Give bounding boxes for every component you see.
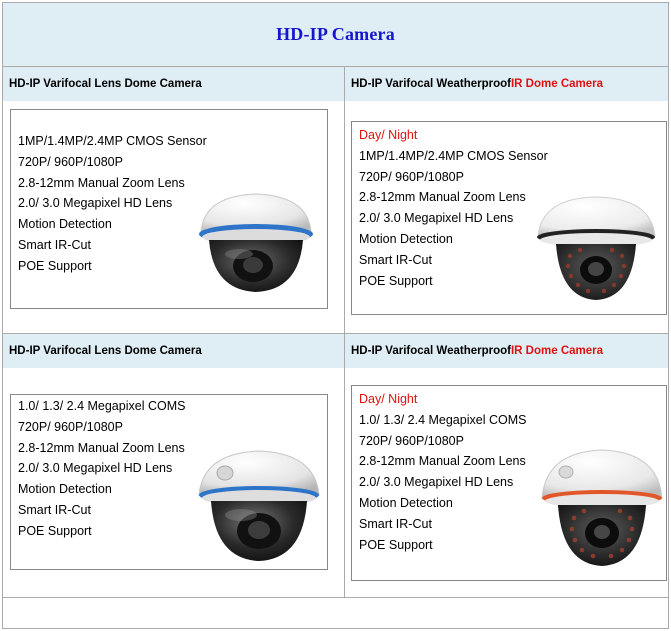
feature-item: POE Support — [18, 258, 92, 273]
ir-dome-camera-orange-ring-icon — [538, 448, 666, 570]
product-header-1 — [3, 67, 344, 101]
product-card-3 — [10, 394, 328, 570]
feature-item: Motion Detection — [18, 217, 112, 232]
product-header-3 — [3, 334, 344, 368]
feature-item: 2.8-12mm Manual Zoom Lens — [359, 190, 526, 205]
feature-item: Smart IR-Cut — [359, 516, 432, 531]
feature-item: Smart IR-Cut — [18, 502, 91, 517]
day-night-label: Day/ Night — [359, 392, 418, 406]
product-header-text: HD-IP Varifocal Lens Dome Camera — [9, 345, 202, 357]
feature-list — [359, 125, 548, 291]
product-card-4 — [351, 385, 667, 581]
feature-item: 720P/ 960P/1080P — [359, 433, 464, 448]
feature-item: 2.0/ 3.0 Megapixel HD Lens — [18, 461, 173, 476]
dome-camera-blue-ring-icon — [191, 188, 321, 298]
feature-list — [18, 396, 185, 542]
product-table — [2, 2, 669, 629]
column-divider — [344, 67, 345, 597]
product-header-4 — [345, 334, 668, 368]
title-bar — [3, 3, 668, 67]
feature-item: 720P/ 960P/1080P — [18, 419, 123, 434]
feature-item: 720P/ 960P/1080P — [359, 169, 464, 184]
feature-item: 1.0/ 1.3/ 2.4 Megapixel COMS — [18, 399, 186, 413]
feature-item: 2.0/ 3.0 Megapixel HD Lens — [359, 211, 514, 226]
product-header-text: HD-IP Varifocal Lens Dome Camera — [9, 78, 202, 90]
ir-dome-camera-black-ring-icon — [534, 194, 659, 306]
feature-item: 2.0/ 3.0 Megapixel HD Lens — [359, 475, 514, 490]
feature-item: 2.8-12mm Manual Zoom Lens — [18, 440, 185, 455]
product-card-2 — [351, 121, 667, 315]
product-card-1 — [10, 109, 328, 309]
feature-item: 1MP/1.4MP/2.4MP CMOS Sensor — [18, 134, 207, 148]
feature-item: 2.0/ 3.0 Megapixel HD Lens — [18, 196, 173, 211]
feature-item: 720P/ 960P/1080P — [18, 154, 123, 169]
vandal-dome-camera-blue-ring-icon — [195, 447, 323, 565]
feature-item: 2.8-12mm Manual Zoom Lens — [359, 454, 526, 469]
product-header-highlight: IR Dome Camera — [510, 78, 604, 90]
feature-list — [18, 131, 207, 277]
feature-item: Motion Detection — [359, 495, 453, 510]
product-header-highlight: IR Dome Camera — [510, 345, 604, 357]
feature-item: Smart IR-Cut — [18, 237, 91, 252]
feature-item: POE Support — [18, 523, 92, 538]
feature-item: POE Support — [359, 537, 433, 552]
feature-item: Motion Detection — [18, 482, 112, 497]
product-header-2 — [345, 67, 668, 101]
day-night-label: Day/ Night — [359, 128, 418, 142]
feature-item: 2.8-12mm Manual Zoom Lens — [18, 175, 185, 190]
feature-item: Motion Detection — [359, 231, 453, 246]
feature-item: 1.0/ 1.3/ 2.4 Megapixel COMS — [359, 412, 527, 427]
feature-list — [359, 389, 526, 555]
row-divider — [3, 597, 668, 598]
product-header-text: HD-IP Varifocal Weatherproof — [351, 78, 511, 90]
page-title: HD-IP Camera — [276, 24, 395, 44]
feature-item: POE Support — [359, 273, 433, 288]
product-header-text: HD-IP Varifocal Weatherproof — [351, 345, 511, 357]
feature-item: 1MP/1.4MP/2.4MP CMOS Sensor — [359, 148, 548, 163]
feature-item: Smart IR-Cut — [359, 252, 432, 267]
